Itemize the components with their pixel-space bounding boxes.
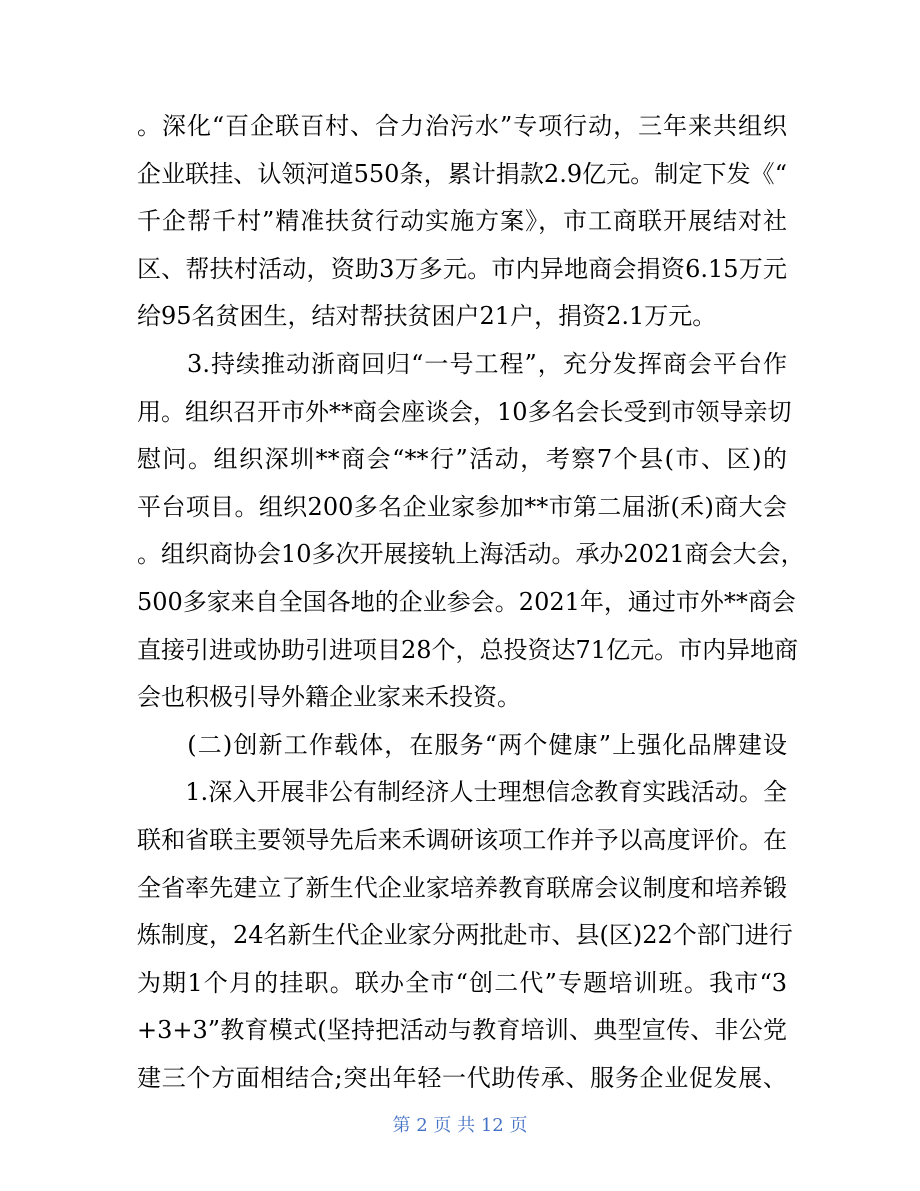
paragraph-line: 企业联挂、认领河道550条，累计捐款2.9亿元。制定下发《“ (137, 159, 787, 188)
paragraph-line: 用。组织召开市外**商会座谈会，10多名会长受到市领导亲切 (137, 397, 792, 426)
paragraph-line: 给95名贫困生，结对帮扶贫困户21户，捐资2.1万元。 (137, 302, 717, 331)
paragraph-line: 为期1个月的挂职。联办全市“创二代”专题培训班。我市“3 (137, 968, 787, 997)
page-number-footer: 第 2 页 共 12 页 (392, 1115, 528, 1136)
paragraph-line: 炼制度，24名新生代企业家分两批赴市、县(区)22个部门进行 (137, 921, 793, 950)
paragraph-line: +3+3”教育模式(坚持把活动与教育培训、典型宣传、非公党 (137, 1016, 787, 1045)
paragraph-line: 500多家来自全国各地的企业参会。2021年，通过市外**商会 (137, 587, 796, 616)
document-body (137, 103, 805, 1102)
paragraph-line: 直接引进或协助引进项目28个，总投资达71亿元。市内异地商 (137, 635, 799, 664)
paragraph-line: 区、帮扶村活动，资助3万多元。市内异地商会捐资6.15万元 (137, 254, 787, 283)
paragraph-line: 。组织商协会10多次开展接轨上海活动。承办2021商会大会， (137, 540, 805, 569)
section-heading: (二)创新工作载体，在服务“两个健康”上强化品牌建设 (137, 730, 787, 759)
paragraph-line: 全省率先建立了新生代企业家培养教育联席会议制度和培养锻 (137, 873, 787, 902)
paragraph-line: 慰问。组织深圳**商会“**行”活动，考察7个县(市、区)的 (137, 445, 787, 474)
paragraph-line: 建三个方面相结合;突出年轻一代助传承、服务企业促发展、 (137, 1063, 787, 1092)
paragraph-line: 。深化“百企联百村、合力治污水”专项行动，三年来共组织 (137, 112, 787, 140)
paragraph-line: 1.深入开展非公有制经济人士理想信念教育实践活动。全 (137, 778, 787, 807)
paragraph-line: 会也积极引导外籍企业家来禾投资。 (137, 683, 521, 712)
paragraph-line: 平台项目。组织200多名企业家参加**市第二届浙(禾)商大会 (137, 492, 787, 521)
paragraph-line: 3.持续推动浙商回归“一号工程”，充分发挥商会平台作 (137, 349, 787, 378)
paragraph-line: 联和省联主要领导先后来禾调研该项工作并予以高度评价。在 (137, 825, 787, 854)
paragraph-line: 千企帮千村”精准扶贫行动实施方案》，市工商联开展结对社 (137, 207, 787, 236)
